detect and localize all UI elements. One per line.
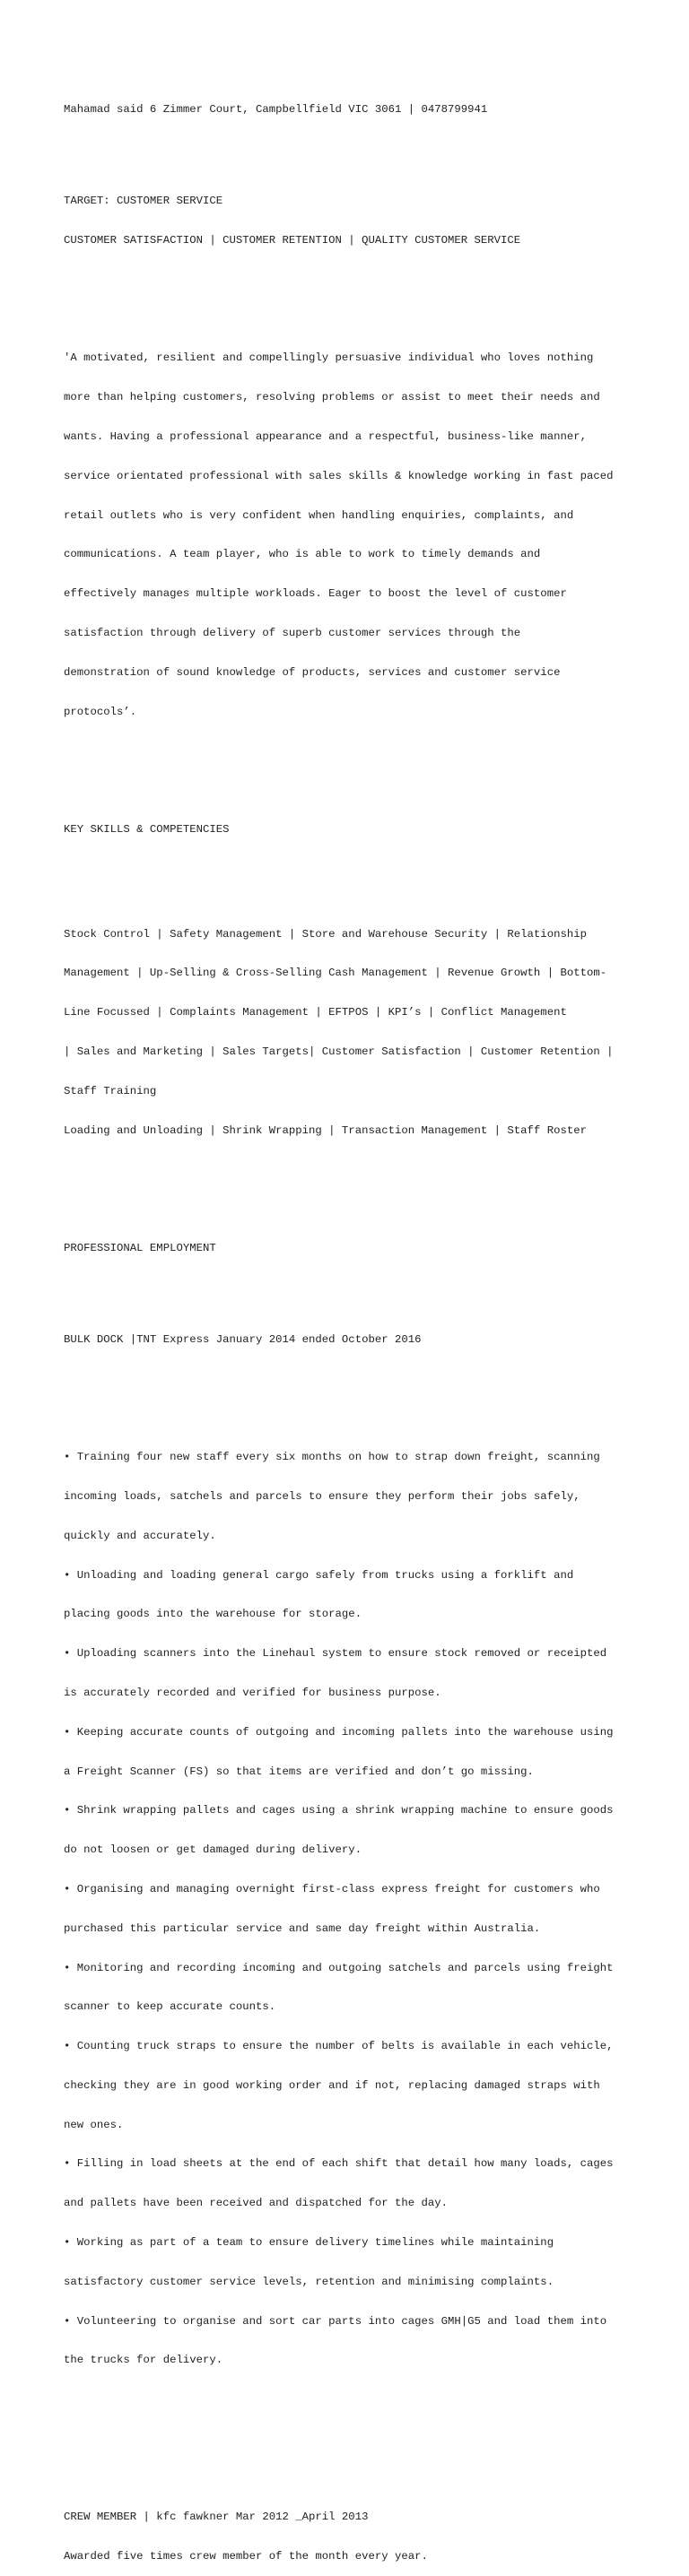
duty-line: • Working as part of a team to ensure delivery timelines while maintaining [64,2235,554,2249]
summary-line: effectively manages multiple workloads. Eager to boost the level of customer [64,587,567,601]
summary-line: more than helping customers, resolving problems or assist to meet their needs and [64,391,600,404]
duty-line: • Training four new staff every six months on how to strap down freight, scanning [64,1451,600,1464]
duty-line: a Freight Scanner (FS) so that items are verified and don’t go missing. [64,1765,534,1778]
duty-line: • Unloading and loading general cargo safely from trucks using a forklift and [64,1568,574,1582]
duty-line: • Keeping accurate counts of outgoing and incoming pallets into the warehouse using [64,1725,614,1739]
spacer [64,2419,638,2433]
duty-line: • Counting truck straps to ensure the number of belts is available in each vehicle, [64,2040,614,2053]
summary-line: 'A motivated, resilient and compellingly persuasive individual who loves nothing [64,351,594,365]
contact-line: Mahamad said 6 Zimmer Court, Campbellfield VIC 3061 | 0478799941 [64,103,488,117]
duty-line: • Monitoring and recording incoming and outgoing satchels and parcels using freight [64,1961,614,1974]
skills-line: Stock Control | Safety Management | Store and Warehouse Security | Relationship [64,927,587,941]
skills-line: Staff Training [64,1084,157,1097]
duty-line: Awarded five times crew member of the month every year. [64,2550,428,2563]
summary-line: demonstration of sound knowledge of products, services and customer service [64,665,561,679]
skills-list [64,901,638,1163]
duty-line: purchased this particular service and same day freight within Australia. [64,1921,541,1935]
skills-heading: KEY SKILLS & COMPETENCIES [64,822,230,836]
spacer [64,770,638,784]
duty-line: the trucks for delivery. [64,2354,223,2367]
skills-line: Management | Up-Selling & Cross-Selling Cash Management | Revenue Growth | Bottom- [64,967,607,980]
target-title: TARGET: CUSTOMER SERVICE [64,195,223,208]
spacer [64,2459,638,2472]
duty-line: satisfactory customer service levels, retention and minimising complaints. [64,2275,554,2288]
duty-line: placing goods into the warehouse for storage. [64,1608,362,1621]
duty-line: quickly and accurately. [64,1529,216,1542]
spacer [64,273,638,287]
spacer [64,143,638,156]
duty-line: is accurately recorded and verified for business purpose. [64,1687,441,1700]
target-focus: CUSTOMER SATISFACTION | CUSTOMER RETENTION | QUALITY CUSTOMER SERVICE [64,234,521,247]
summary-paragraph [64,325,638,744]
summary-line: retail outlets who is very confident when handling enquiries, complaints, and [64,508,574,522]
summary-line: protocols’. [64,705,137,718]
duty-line: • Filling in load sheets at the end of each shift that detail how many loads, cages [64,2157,614,2171]
duty-line: • Organising and managing overnight first-class express freight for customers who [64,1882,600,1895]
duty-line: • Shrink wrapping pallets and cages using a shrink wrapping machine to ensure goods [64,1804,614,1817]
employment-heading: PROFESSIONAL EMPLOYMENT [64,1241,216,1254]
duty-line: incoming loads, satchels and parcels to ensure they perform their jobs safely, [64,1490,580,1504]
resume-document [64,77,638,2576]
duty-line: do not loosen or get damaged during delivery. [64,1843,362,1857]
duty-line: • Uploading scanners into the Linehaul system to ensure stock removed or receipted [64,1647,607,1661]
duty-line: checking they are in good working order and if not, replacing damaged straps with [64,2078,600,2092]
summary-line: satisfaction through delivery of superb customer services through the [64,626,521,639]
skills-line: Line Focussed | Complaints Management | EFTPOS | KPI’s | Conflict Management [64,1006,567,1019]
job-title: BULK DOCK |TNT Express January 2014 ended October 2016 [64,1333,422,1346]
duty-line: and pallets have been received and dispatched for the day. [64,2197,449,2210]
summary-line: service orientated professional with sales skills & knowledge working in fast paced [64,469,614,482]
job-title: CREW MEMBER | kfc fawkner Mar 2012 _April 2013 [64,2511,369,2524]
spacer [64,1189,638,1202]
duty-line: scanner to keep accurate counts. [64,2000,276,2014]
summary-line: communications. A team player, who is able to work to timely demands and [64,548,541,561]
spacer [64,863,638,876]
spacer [64,1281,638,1295]
duty-line: new ones. [64,2118,124,2131]
spacer [64,1373,638,1386]
skills-line: Loading and Unloading | Shrink Wrapping | Transaction Management | Staff Roster [64,1123,587,1137]
job-duties-list [64,1425,638,2393]
skills-line: | Sales and Marketing | Sales Targets| Customer Satisfaction | Customer Retention | [64,1045,614,1058]
duty-line: • Volunteering to organise and sort car parts into cages GMH|G5 and load them into [64,2314,607,2328]
summary-line: wants. Having a professional appearance and a respectful, business-like manner, [64,430,587,444]
